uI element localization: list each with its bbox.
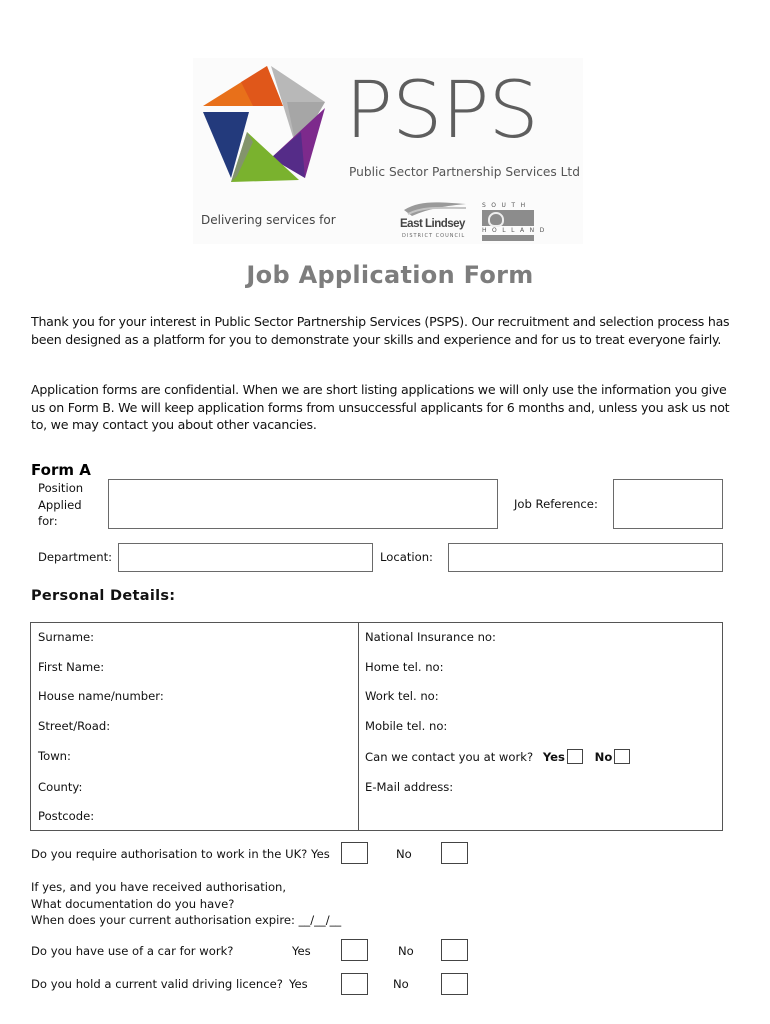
work-tel-field[interactable]: Work tel. no: xyxy=(365,689,439,703)
driving-licence-yes-label: Yes xyxy=(289,977,308,991)
department-label: Department: xyxy=(38,550,113,564)
first-name-field[interactable]: First Name: xyxy=(38,660,105,674)
contact-at-work-label: Can we contact you at work? xyxy=(365,750,534,764)
brand-subtitle: Public Sector Partnership Services Ltd xyxy=(349,165,580,179)
contact-at-work-yes-checkbox[interactable] xyxy=(567,749,583,764)
home-tel-field[interactable]: Home tel. no: xyxy=(365,660,444,674)
county-field[interactable]: County: xyxy=(38,780,83,794)
east-lindsey-logo: East Lindsey DISTRICT COUNCIL xyxy=(398,200,468,242)
car-for-work-no-checkbox[interactable] xyxy=(441,939,468,961)
uk-authorisation-no-label: No xyxy=(396,847,412,861)
wave-icon xyxy=(402,200,468,218)
street-road-field[interactable]: Street/Road: xyxy=(38,719,111,733)
position-applied-label: Position Applied for: xyxy=(38,481,84,528)
driving-licence-yes-checkbox[interactable] xyxy=(341,973,368,995)
authorisation-details: If yes, and you have received authorisation, What documentation do you have? When does your current authorisation expire: __/__/__ xyxy=(31,880,342,927)
car-for-work-no-label: No xyxy=(398,944,414,958)
psps-pentagon-icon xyxy=(201,62,327,184)
location-field[interactable] xyxy=(448,543,723,572)
tulip-icon xyxy=(482,210,534,226)
authorisation-expiry[interactable]: When does your current authorisation expire: __/__/__ xyxy=(31,913,342,927)
south-holland-logo: SOUTH HOLLAND xyxy=(482,202,534,242)
personal-details-heading: Personal Details: xyxy=(31,588,176,604)
driving-licence-no-label: No xyxy=(393,977,409,991)
intro-paragraph-2: Application forms are confidential. When we are short listing applications we will only use the information you give us on Form B. We will keep application forms from unsuccessful applicants for 6 months and, unless you ask us not to, we may contact you about other vacancies. xyxy=(31,382,730,432)
postcode-field[interactable]: Postcode: xyxy=(38,809,95,823)
car-for-work-yes-checkbox[interactable] xyxy=(341,939,368,961)
job-reference-field[interactable] xyxy=(613,479,723,529)
psps-logo xyxy=(193,58,583,244)
location-label: Location: xyxy=(380,550,433,564)
mobile-tel-field[interactable]: Mobile tel. no: xyxy=(365,719,448,733)
car-for-work-yes-label: Yes xyxy=(292,944,311,958)
town-field[interactable]: Town: xyxy=(38,749,71,763)
uk-authorisation-question: Do you require authorisation to work in the UK? Yes xyxy=(31,847,330,861)
email-field[interactable]: E-Mail address: xyxy=(365,780,454,794)
contact-at-work-row xyxy=(365,749,630,764)
house-number-field[interactable]: House name/number: xyxy=(38,689,164,703)
contact-at-work-no-label: No xyxy=(594,750,613,764)
page-title: Job Application Form xyxy=(246,261,534,289)
car-for-work-question: Do you have use of a car for work? xyxy=(31,944,234,958)
uk-authorisation-yes-checkbox[interactable] xyxy=(341,842,368,864)
national-insurance-field[interactable]: National Insurance no: xyxy=(365,630,496,644)
personal-details-table xyxy=(30,622,723,831)
driving-licence-no-checkbox[interactable] xyxy=(441,973,468,995)
contact-at-work-no-checkbox[interactable] xyxy=(614,749,630,764)
department-field[interactable] xyxy=(118,543,373,572)
brand-name: PSPS xyxy=(345,66,538,156)
uk-authorisation-no-checkbox[interactable] xyxy=(441,842,468,864)
position-applied-field[interactable] xyxy=(108,479,498,529)
contact-at-work-yes-label: Yes xyxy=(542,750,565,764)
form-a-heading: Form A xyxy=(31,461,91,479)
intro-paragraph-1: Thank you for your interest in Public Sector Partnership Services (PSPS). Our recruitment and selection process has been designed as a platform for you to demonstrate your skills and experience and for us to treat everyone fairly. xyxy=(31,314,730,347)
job-reference-label: Job Reference: xyxy=(514,497,598,511)
driving-licence-question: Do you hold a current valid driving licence? xyxy=(31,977,283,991)
column-divider xyxy=(358,623,359,830)
delivering-text: Delivering services for xyxy=(201,213,336,227)
surname-field[interactable]: Surname: xyxy=(38,630,95,644)
